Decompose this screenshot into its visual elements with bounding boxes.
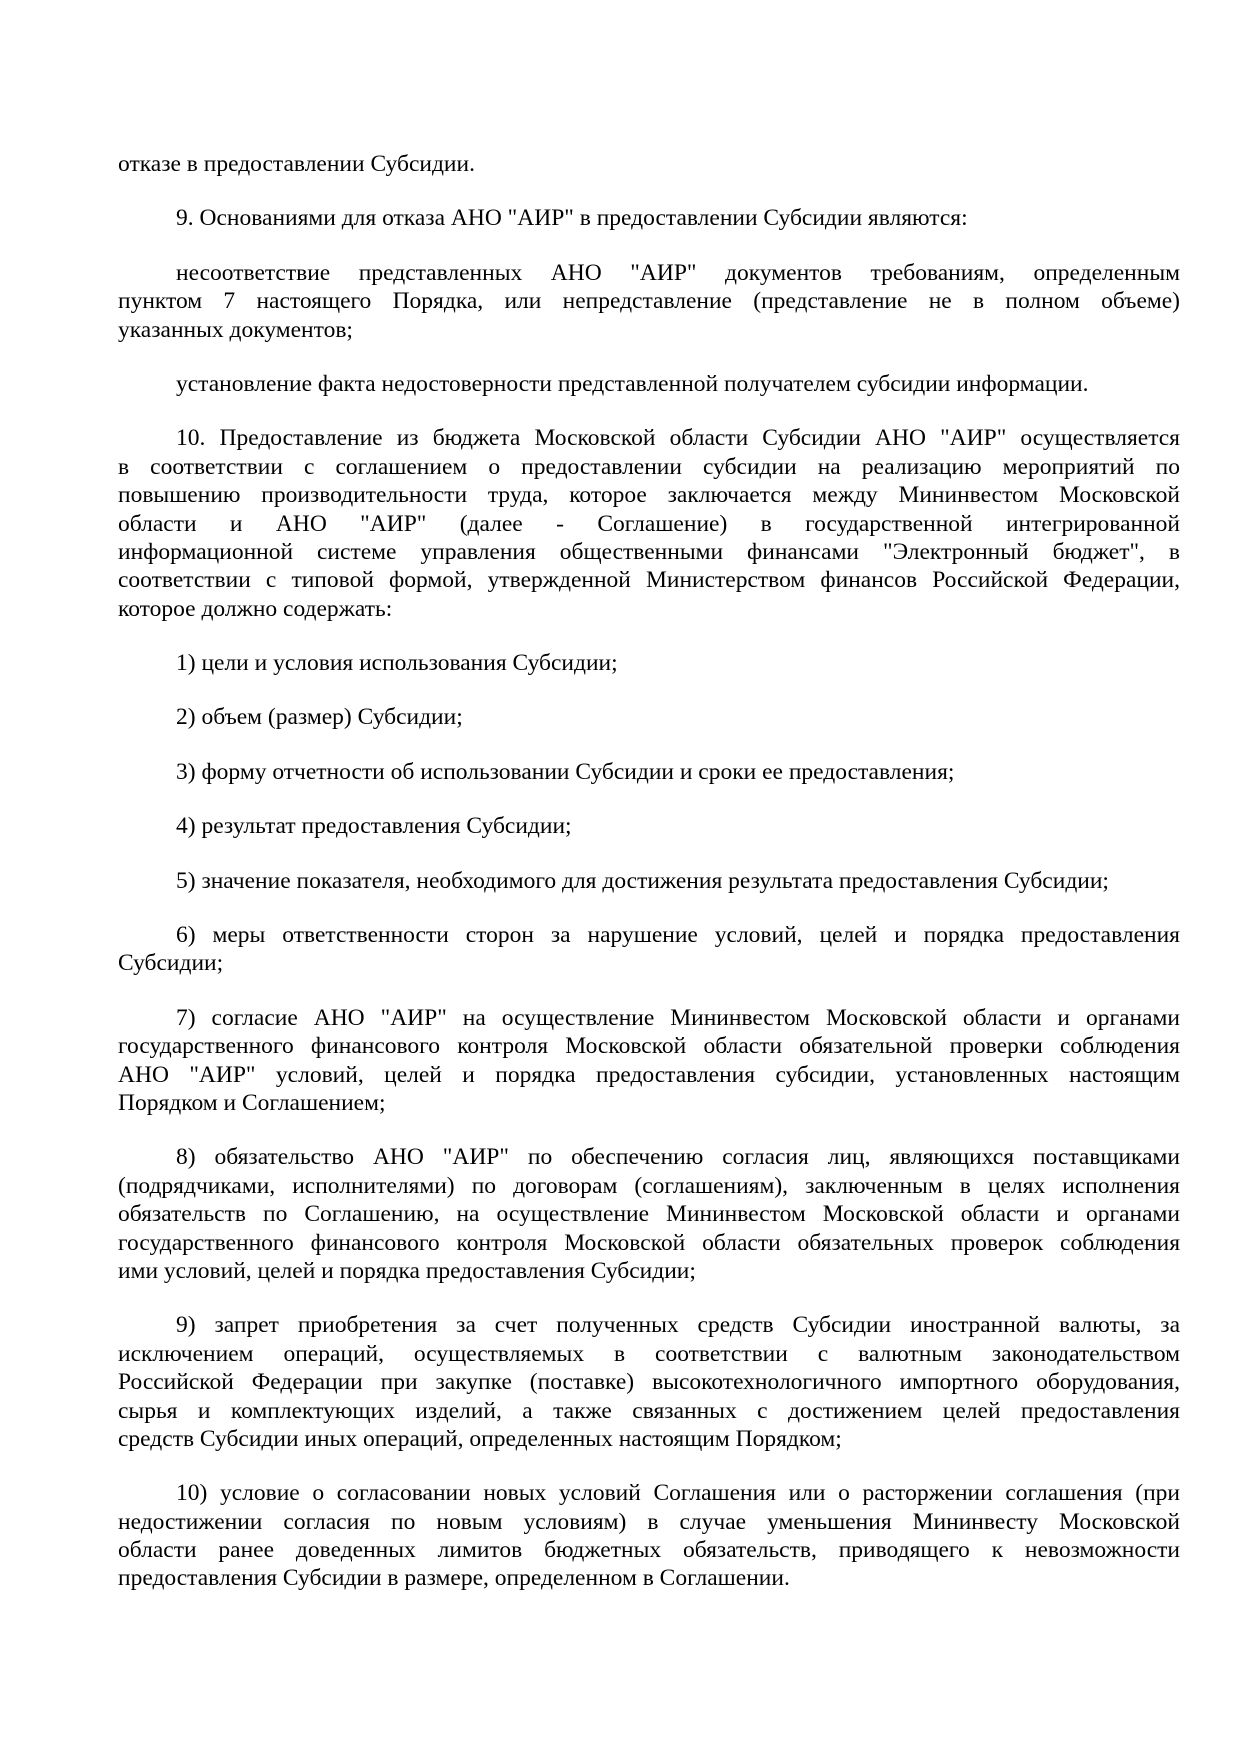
text-line: соответствии с типовой формой, утвержденной Министерством финансов Российской Федерации,: [118, 567, 1180, 594]
paragraph-10: [118, 424, 1180, 623]
text-line: сырья и комплектующих изделий, а также связанных с достижением целей предоставления: [118, 1397, 1180, 1424]
text-line: ими условий, целей и порядка предоставления Субсидии;: [118, 1257, 696, 1284]
text-line: АНО "АИР" условий, целей и порядка предоставления субсидии, установленных настоящим: [118, 1061, 1180, 1088]
text-line: 2) объем (размер) Субсидии;: [176, 704, 463, 731]
text-line: несоответствие представленных АНО "АИР" документов требованиям, определенным: [176, 259, 1180, 286]
list-item-7: [118, 1004, 1180, 1118]
list-item-3: [118, 758, 1180, 786]
text-line: установление факта недостоверности представленной получателем субсидии информации.: [176, 370, 1089, 397]
text-line: отказе в предоставлении Субсидии.: [118, 151, 475, 177]
text-line: средств Субсидии иных операций, определенных настоящим Порядком;: [118, 1425, 842, 1452]
text-line: повышению производительности труда, которое заключается между Мининвестом Московской: [118, 482, 1180, 509]
list-item-5: [118, 867, 1180, 895]
text-line: которое должно содержать:: [118, 595, 393, 622]
text-line: 7) согласие АНО "АИР" на осуществление Мининвестом Московской области и органами: [176, 1004, 1180, 1031]
text-line: 1) цели и условия использования Субсидии;: [176, 650, 618, 677]
list-item-9: [118, 1311, 1180, 1453]
text-line: пунктом 7 настоящего Порядка, или непредставление (представление не в полном объеме): [118, 288, 1180, 315]
list-item-8: [118, 1143, 1180, 1285]
text-line: Субсидии;: [118, 950, 224, 977]
text-line: 8) обязательство АНО "АИР" по обеспечению согласия лиц, являющихся поставщиками: [176, 1144, 1180, 1171]
text-line: в соответствии с соглашением о предоставлении субсидии на реализацию мероприятий по: [118, 453, 1180, 480]
text-line: 9) запрет приобретения за счет полученных средств Субсидии иностранной валюты, за: [176, 1312, 1180, 1339]
text-line: недостижении согласия по новым условиям) в случае уменьшения Мининвесту Московской: [118, 1508, 1180, 1535]
document-body: [118, 150, 1180, 1619]
paragraph-9-reason-2: [118, 370, 1180, 398]
text-line: 3) форму отчетности об использовании Субсидии и сроки ее предоставления;: [176, 758, 955, 785]
text-line: обязательств по Соглашению, на осуществление Мининвестом Московской области и органами: [118, 1201, 1180, 1228]
list-item-6: [118, 921, 1180, 978]
text-line: предоставления Субсидии в размере, определенном в Соглашении.: [118, 1565, 790, 1592]
text-line: 10) условие о согласовании новых условий Соглашения или о расторжении соглашения (при: [176, 1480, 1180, 1507]
paragraph-9-heading: [118, 204, 1180, 232]
text-line: государственного финансового контроля Московской области обязательной проверки соблюдения: [118, 1033, 1180, 1060]
text-line: 10. Предоставление из бюджета Московской области Субсидии АНО "АИР" осуществляется: [176, 425, 1180, 452]
list-item-10: [118, 1479, 1180, 1593]
list-item-1: [118, 649, 1180, 677]
text-line: 9. Основаниями для отказа АНО "АИР" в предоставлении Субсидии являются:: [176, 205, 968, 232]
list-item-2: [118, 703, 1180, 731]
text-line: области ранее доведенных лимитов бюджетных обязательств, приводящего к невозможности: [118, 1537, 1180, 1564]
text-line: указанных документов;: [118, 316, 353, 343]
list-item-4: [118, 812, 1180, 840]
text-line: государственного финансового контроля Московской области обязательных проверок соблюдения: [118, 1229, 1180, 1256]
paragraph-9-reason-1: [118, 259, 1180, 344]
text-line: 6) меры ответственности сторон за нарушение условий, целей и порядка предоставления: [176, 922, 1180, 949]
text-line: информационной системе управления общественными финансами "Электронный бюджет", в: [118, 538, 1180, 565]
text-line: 4) результат предоставления Субсидии;: [176, 813, 572, 840]
text-line: Российской Федерации при закупке (поставке) высокотехнологичного импортного оборудования,: [118, 1369, 1180, 1396]
text-line: области и АНО "АИР" (далее - Соглашение) в государственной интегрированной: [118, 510, 1180, 537]
text-line: (подрядчиками, исполнителями) по договорам (соглашениям), заключенным в целях исполнения: [118, 1172, 1180, 1199]
text-line: Порядком и Соглашением;: [118, 1089, 386, 1116]
text-line: исключением операций, осуществляемых в соответствии с валютным законодательством: [118, 1340, 1180, 1367]
paragraph-continuation: [118, 150, 1180, 178]
text-line: 5) значение показателя, необходимого для достижения результата предоставления Субсидии;: [176, 867, 1109, 894]
